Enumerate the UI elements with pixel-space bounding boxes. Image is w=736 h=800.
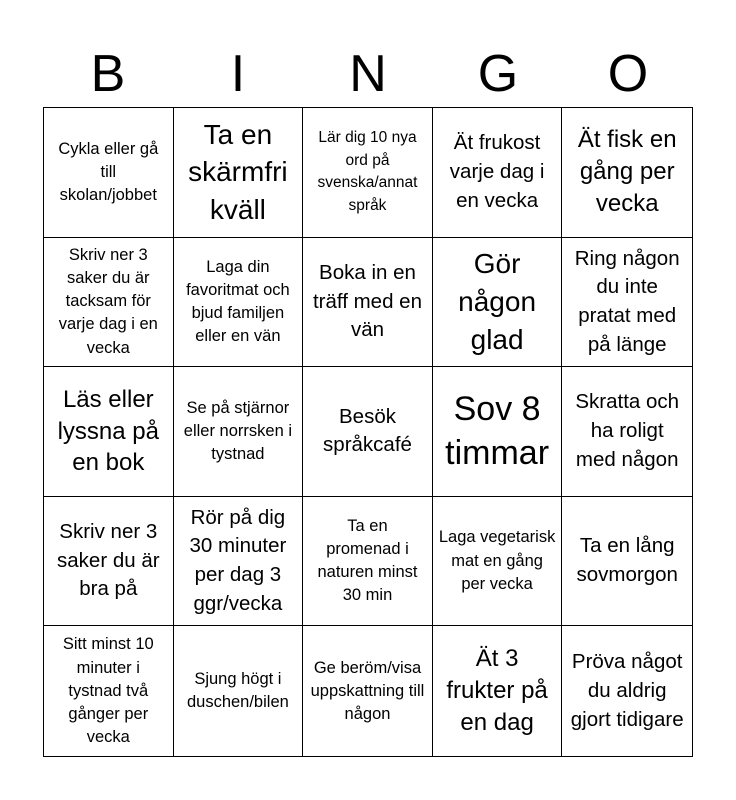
cell-text: Sov 8 timmar <box>445 390 550 473</box>
cell-text: Ät frukost varje dag i en vecka <box>449 131 545 212</box>
bingo-cell[interactable] <box>303 238 433 368</box>
bingo-cell[interactable] <box>174 238 304 368</box>
bingo-cell[interactable] <box>44 238 174 368</box>
bingo-cell[interactable] <box>303 108 433 238</box>
bingo-cell[interactable] <box>433 367 563 497</box>
cell-text: Skratta och ha roligt med någon <box>575 390 680 471</box>
cell-text: Se på stjärnor eller norrsken i tystnad <box>183 398 292 464</box>
cell-text: Laga din favoritmat och bjud familjen eller en vän <box>186 257 290 345</box>
bingo-cell[interactable] <box>562 626 692 756</box>
bingo-cell[interactable] <box>44 108 174 238</box>
header-letter-i: I <box>230 45 246 103</box>
cell-text: Sitt minst 10 minuter i tystnad två gånger per vecka <box>62 635 154 746</box>
cell-text: Boka in en träff med en vän <box>312 260 422 342</box>
cell-text: Sjung högt i duschen/bilen <box>186 670 289 712</box>
bingo-cell[interactable] <box>303 497 433 627</box>
header-letter-n: N <box>349 45 387 103</box>
cell-text: Cykla eller gå till skolan/jobbet <box>58 139 159 204</box>
bingo-cell[interactable] <box>562 238 692 368</box>
bingo-cell[interactable] <box>433 108 563 238</box>
cell-text: Ät fisk en gång per vecka <box>577 126 677 218</box>
bingo-cell[interactable] <box>433 626 563 756</box>
cell-text: Skriv ner 3 saker du är tacksam för varje dag i en vecka <box>58 246 158 357</box>
header-letter-b: B <box>90 45 126 103</box>
cell-text: Besök språkcafé <box>323 404 412 457</box>
bingo-board <box>43 107 693 757</box>
cell-text: Pröva något du aldrig gjort tidigare <box>570 650 684 731</box>
header-letter-o: O <box>607 45 649 103</box>
bingo-cell[interactable] <box>433 238 563 368</box>
bingo-cell[interactable] <box>562 497 692 627</box>
cell-text: Rör på dig 30 minuter per dag 3 ggr/vecka <box>189 505 287 615</box>
bingo-cell[interactable] <box>303 367 433 497</box>
cell-text: Ge beröm/visa uppskattning till någon <box>310 658 425 723</box>
cell-text: Skriv ner 3 saker du är bra på <box>57 520 160 601</box>
cell-text: Ta en promenad i naturen minst 30 min <box>317 516 418 605</box>
cell-text: Gör någon glad <box>458 248 537 355</box>
bingo-header <box>43 40 693 108</box>
cell-text: Ta en lång sovmorgon <box>576 534 678 587</box>
bingo-cell[interactable] <box>44 367 174 497</box>
bingo-cell[interactable] <box>174 626 304 756</box>
bingo-cell[interactable] <box>562 108 692 238</box>
bingo-cell[interactable] <box>174 367 304 497</box>
cell-text: Laga vegetarisk mat en gång per vecka <box>438 528 556 593</box>
cell-text: Ring någon du inte pratat med på länge <box>574 246 680 356</box>
bingo-cell[interactable] <box>174 108 304 238</box>
cell-text: Ta en skärmfri kväll <box>188 118 288 226</box>
bingo-cell[interactable] <box>562 367 692 497</box>
bingo-cell[interactable] <box>44 497 174 627</box>
bingo-cell[interactable] <box>303 626 433 756</box>
bingo-cell[interactable] <box>174 497 304 627</box>
bingo-cell[interactable] <box>433 497 563 627</box>
bingo-cell[interactable] <box>44 626 174 756</box>
cell-text: Ät 3 frukter på en dag <box>446 645 548 737</box>
cell-text: Lär dig 10 nya ord på svenska/annat språk <box>317 129 418 214</box>
header-letter-g: G <box>477 45 519 103</box>
cell-text: Läs eller lyssna på en bok <box>57 385 159 477</box>
